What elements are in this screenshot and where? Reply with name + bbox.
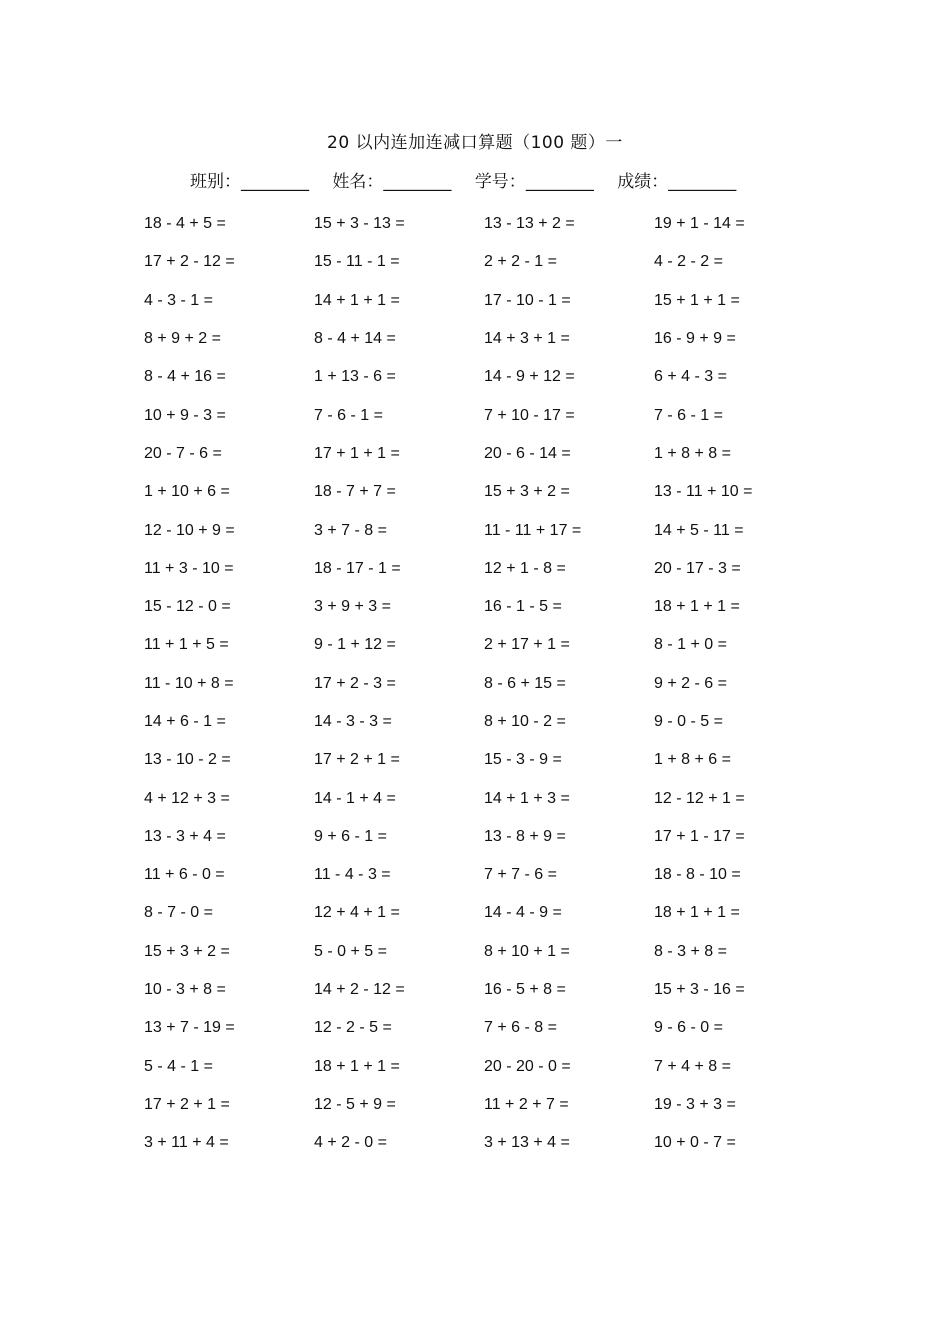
problem-item: 12 + 4 + 1 = <box>314 904 400 922</box>
problem-item: 15 + 3 - 16 = <box>654 981 745 999</box>
problem-row <box>144 933 844 971</box>
problem-item: 3 + 11 + 4 = <box>144 1134 229 1152</box>
problem-item: 14 - 3 - 3 = <box>314 713 392 730</box>
problem-item: 12 - 2 - 5 = <box>314 1019 392 1037</box>
problem-item: 7 + 7 - 6 = <box>484 866 557 884</box>
problem-item: 19 + 1 - 14 = <box>654 215 745 233</box>
problem-item: 12 - 12 + 1 = <box>654 789 745 807</box>
problem-item: 15 - 12 - 0 = <box>144 598 231 616</box>
problem-item: 1 + 8 + 6 = <box>654 751 731 769</box>
problem-item: 15 + 3 + 2 = <box>144 942 230 960</box>
problem-row <box>144 205 844 243</box>
problem-item: 18 + 1 + 1 = <box>654 598 740 616</box>
problem-item: 18 - 8 - 10 = <box>654 866 741 884</box>
problem-item: 9 - 6 - 0 = <box>654 1019 723 1037</box>
problem-item: 13 - 13 + 2 = <box>484 215 575 233</box>
problem-item: 9 - 1 + 12 = <box>314 636 396 654</box>
problem-item: 16 - 9 + 9 = <box>654 330 736 348</box>
problem-item: 20 - 20 - 0 = <box>484 1057 571 1075</box>
problem-item: 9 - 0 - 5 = <box>654 713 723 730</box>
problem-item: 14 + 5 - 11 = <box>654 521 744 539</box>
problem-row <box>144 1086 844 1124</box>
problem-item: 13 - 10 - 2 = <box>144 751 231 769</box>
problem-row <box>144 1048 844 1086</box>
problem-item: 11 - 11 + 17 = <box>484 521 582 539</box>
problem-item: 1 + 10 + 6 = <box>144 483 230 501</box>
problem-item: 8 - 6 + 15 = <box>484 674 566 692</box>
problem-item: 12 - 10 + 9 = <box>144 521 235 539</box>
problem-row <box>144 358 844 396</box>
problem-item: 7 + 4 + 8 = <box>654 1057 731 1075</box>
problem-item: 5 - 0 + 5 = <box>314 942 387 960</box>
problem-item: 11 + 3 - 10 = <box>144 559 234 577</box>
problem-item: 2 + 17 + 1 = <box>484 636 570 654</box>
problem-item: 17 + 2 - 3 = <box>314 674 396 692</box>
class-blank: ________ <box>241 172 309 192</box>
problem-item: 6 + 4 - 3 = <box>654 368 727 386</box>
problem-item: 11 - 10 + 8 = <box>144 674 234 692</box>
problem-item: 8 - 3 + 8 = <box>654 942 727 960</box>
problem-item: 4 + 12 + 3 = <box>144 789 230 807</box>
class-field <box>190 167 309 192</box>
problem-item: 7 + 10 - 17 = <box>484 406 575 424</box>
problem-row <box>144 818 844 856</box>
problem-item: 18 + 1 + 1 = <box>654 904 740 922</box>
problem-item: 10 + 0 - 7 = <box>654 1134 736 1152</box>
problem-item: 13 - 3 + 4 = <box>144 827 226 845</box>
problem-item: 16 - 5 + 8 = <box>484 981 566 999</box>
problem-item: 20 - 6 - 14 = <box>484 444 571 462</box>
student-number-label: 学号： <box>474 172 526 192</box>
student-number-field <box>475 167 594 192</box>
problem-item: 8 - 4 + 14 = <box>314 330 396 348</box>
problem-item: 8 + 10 - 2 = <box>484 713 566 730</box>
problem-item: 4 - 3 - 1 = <box>144 291 213 309</box>
problem-item: 1 + 13 - 6 = <box>314 368 396 386</box>
problem-item: 8 + 10 + 1 = <box>484 942 570 960</box>
problem-row <box>144 741 844 779</box>
problem-item: 15 + 3 + 2 = <box>484 483 570 501</box>
problem-row <box>144 1009 844 1047</box>
problem-item: 15 + 3 - 13 = <box>314 215 405 233</box>
problem-item: 13 + 7 - 19 = <box>144 1019 235 1037</box>
score-label: 成绩： <box>617 172 669 192</box>
problem-item: 13 - 8 + 9 = <box>484 827 566 845</box>
problem-row <box>144 550 844 588</box>
problem-item: 11 + 2 + 7 = <box>484 1095 569 1113</box>
student-number-blank: ________ <box>525 172 594 192</box>
score-field <box>617 167 736 192</box>
problem-item: 1 + 8 + 8 = <box>654 444 731 462</box>
problem-item: 4 - 2 - 2 = <box>654 253 723 271</box>
problem-row <box>144 243 844 281</box>
problem-item: 4 + 2 - 0 = <box>314 1134 387 1152</box>
problem-item: 14 + 3 + 1 = <box>484 330 570 348</box>
problem-row <box>144 320 844 358</box>
problem-row <box>144 779 844 817</box>
problem-item: 15 - 3 - 9 = <box>484 751 562 769</box>
problem-item: 8 + 9 + 2 = <box>144 330 221 348</box>
problem-item: 13 - 11 + 10 = <box>654 483 753 501</box>
problem-item: 2 + 2 - 1 = <box>484 253 557 271</box>
problem-item: 8 - 1 + 0 = <box>654 636 727 654</box>
problem-item: 18 - 17 - 1 = <box>314 559 401 577</box>
problem-item: 3 + 7 - 8 = <box>314 521 387 539</box>
problem-item: 14 + 6 - 1 = <box>144 713 226 730</box>
problem-item: 14 + 2 - 12 = <box>314 981 405 999</box>
problem-row <box>144 1124 844 1162</box>
problem-item: 17 + 2 + 1 = <box>144 1095 230 1113</box>
problem-item: 11 - 4 - 3 = <box>314 866 391 884</box>
problem-item: 14 + 1 + 1 = <box>314 291 400 309</box>
problem-item: 7 - 6 - 1 = <box>654 406 723 424</box>
problem-item: 18 + 1 + 1 = <box>314 1057 400 1075</box>
problem-item: 17 - 10 - 1 = <box>484 291 571 309</box>
name-label: 姓名： <box>332 172 384 192</box>
problem-item: 8 - 4 + 16 = <box>144 368 226 386</box>
problem-row <box>144 511 844 549</box>
problem-item: 19 - 3 + 3 = <box>654 1095 736 1113</box>
problem-item: 3 + 9 + 3 = <box>314 598 391 616</box>
problem-item: 14 + 1 + 3 = <box>484 789 570 807</box>
problem-grid <box>144 205 844 1162</box>
problem-item: 12 + 1 - 8 = <box>484 559 566 577</box>
problem-item: 20 - 17 - 3 = <box>654 559 741 577</box>
problem-item: 15 - 11 - 1 = <box>314 253 400 271</box>
problem-row <box>144 703 844 741</box>
problem-item: 17 + 2 + 1 = <box>314 751 400 769</box>
problem-item: 12 - 5 + 9 = <box>314 1095 396 1113</box>
problem-row <box>144 435 844 473</box>
problem-item: 9 + 2 - 6 = <box>654 674 727 692</box>
problem-item: 7 + 6 - 8 = <box>484 1019 557 1037</box>
problem-item: 18 - 4 + 5 = <box>144 215 226 233</box>
problem-item: 18 - 7 + 7 = <box>314 483 396 501</box>
problem-row <box>144 665 844 703</box>
problem-item: 14 - 1 + 4 = <box>314 789 396 807</box>
problem-item: 20 - 7 - 6 = <box>144 444 222 462</box>
problem-item: 11 + 1 + 5 = <box>144 636 229 654</box>
problem-row <box>144 282 844 320</box>
name-blank: ________ <box>383 172 452 192</box>
problem-item: 15 + 1 + 1 = <box>654 291 740 309</box>
problem-item: 3 + 13 + 4 = <box>484 1134 570 1152</box>
problem-item: 14 - 4 - 9 = <box>484 904 562 922</box>
problem-item: 17 + 1 - 17 = <box>654 827 745 845</box>
problem-row <box>144 473 844 511</box>
page-title: 20 以内连加连减口算题（100 题）一 <box>327 133 623 153</box>
problem-row <box>144 856 844 894</box>
name-field <box>332 167 451 192</box>
problem-item: 5 - 4 - 1 = <box>144 1057 213 1075</box>
problem-row <box>144 588 844 626</box>
problem-item: 9 + 6 - 1 = <box>314 827 387 845</box>
student-info-line <box>190 167 736 192</box>
problem-item: 8 - 7 - 0 = <box>144 904 213 922</box>
score-blank: ________ <box>668 172 737 192</box>
problem-row <box>144 971 844 1009</box>
class-label: 班别： <box>190 172 241 192</box>
problem-item: 10 + 9 - 3 = <box>144 406 226 424</box>
problem-item: 16 - 1 - 5 = <box>484 598 562 616</box>
problem-item: 10 - 3 + 8 = <box>144 981 226 999</box>
problem-item: 7 - 6 - 1 = <box>314 406 383 424</box>
problem-item: 17 + 2 - 12 = <box>144 253 235 271</box>
problem-item: 17 + 1 + 1 = <box>314 444 400 462</box>
problem-row <box>144 396 844 434</box>
problem-row <box>144 894 844 932</box>
problem-item: 14 - 9 + 12 = <box>484 368 575 386</box>
problem-item: 11 + 6 - 0 = <box>144 866 225 884</box>
problem-row <box>144 626 844 664</box>
